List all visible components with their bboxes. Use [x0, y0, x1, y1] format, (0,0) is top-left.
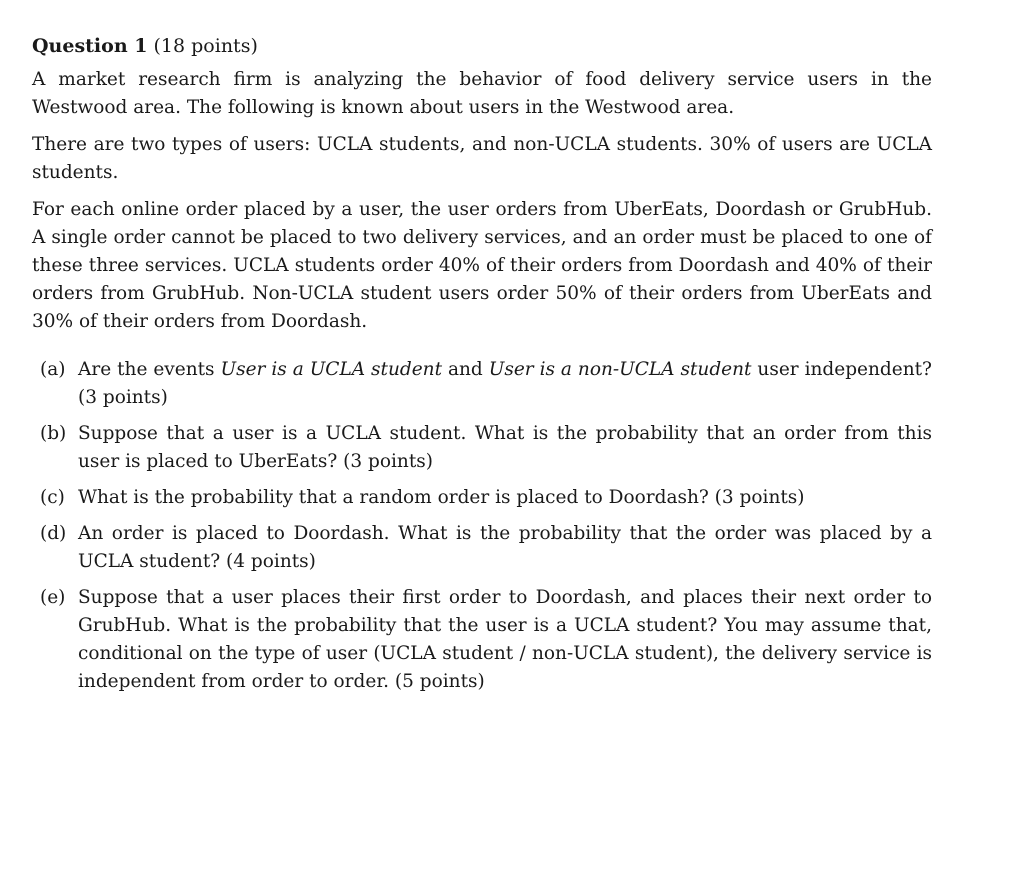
part-a-event-1: User is a UCLA student: [220, 359, 443, 380]
part-b: [32, 420, 932, 476]
part-a-event-2: User is a non-UCLA student: [488, 359, 752, 380]
part-e: [32, 584, 932, 696]
part-c-label: (c): [40, 487, 65, 508]
part-a-label: (a): [40, 359, 66, 380]
question-heading: [32, 30, 932, 62]
part-a-text-3: user independent? (3 points): [78, 359, 932, 408]
part-d: [32, 520, 932, 576]
part-a-text-1: Are the events: [78, 359, 221, 380]
part-b-label: (b): [40, 423, 67, 444]
part-e-label: (e): [40, 587, 66, 608]
question-points: (18 points): [153, 35, 258, 57]
part-d-label: (d): [40, 523, 67, 544]
part-a: [32, 356, 932, 412]
part-a-text: [78, 356, 932, 412]
intro-paragraph-3: For each online order placed by a user, the user orders from UberEats, Doordash or GrubHub. A single order cannot be placed to two delivery services, and an order must be placed to one of these three services. UCLA students order 40% of their orders from Doordash and 40% of their orders from GrubHub. Non-UCLA student users order 50% of their orders from UberEats and 30% of their orders from Doordash.: [32, 199, 932, 332]
part-a-text-2: and: [442, 359, 489, 380]
question-parts-list: [32, 356, 932, 696]
question-document: [32, 30, 932, 704]
part-c-text: What is the probability that a random order is placed to Doordash? (3 points): [78, 487, 805, 508]
part-c: [32, 484, 932, 512]
part-e-text: Suppose that a user places their first order to Doordash, and places their next order to GrubHub. What is the probability that the user is a UCLA student? You may assume that, conditional on the type of user (UCLA student / non-UCLA student), the delivery service is independent from order to order. (5 points): [78, 587, 932, 692]
intro-paragraph-2: There are two types of users: UCLA students, and non-UCLA students. 30% of users are UCLA students.: [32, 134, 932, 183]
intro-paragraph-1: A market research firm is analyzing the behavior of food delivery service users in the Westwood area. The following is known about users in the Westwood area.: [32, 69, 932, 118]
question-label: Question 1: [32, 35, 148, 57]
part-d-text: An order is placed to Doordash. What is the probability that the order was placed by a UCLA student? (4 points): [78, 523, 932, 572]
part-b-text: Suppose that a user is a UCLA student. What is the probability that an order from this user is placed to UberEats? (3 points): [78, 423, 932, 472]
